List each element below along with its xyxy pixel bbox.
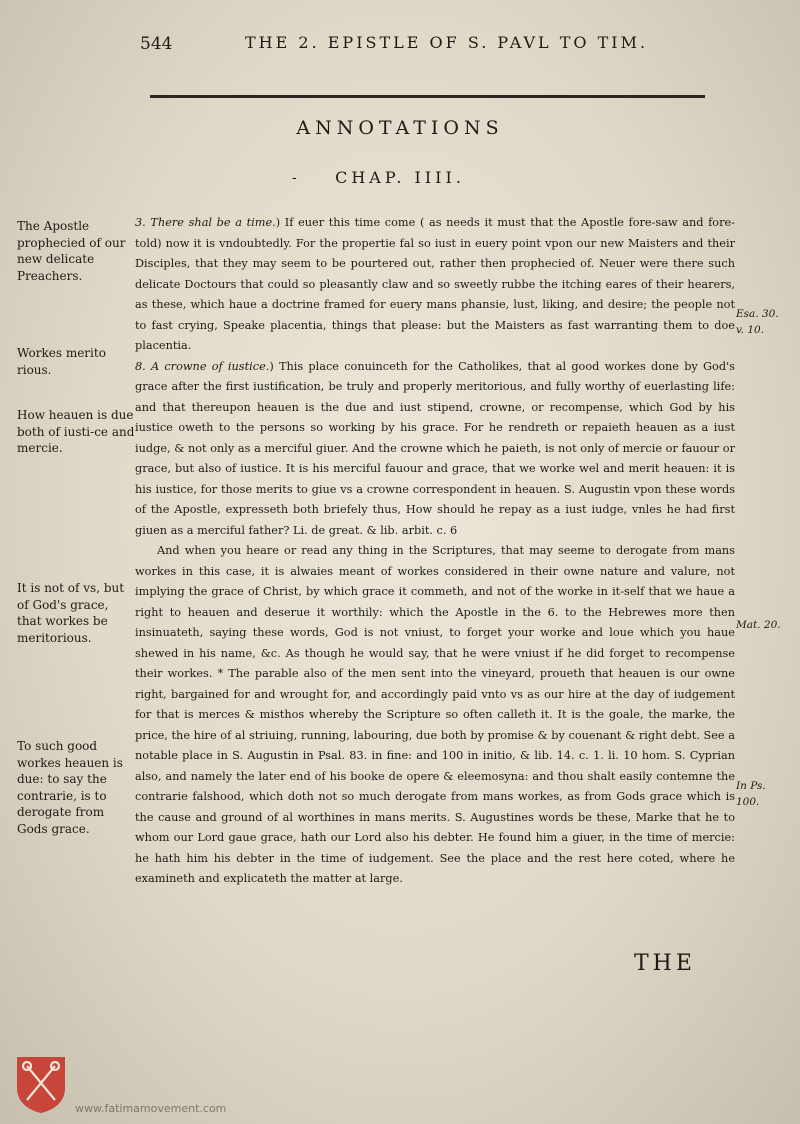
lemma: 8. A crowne of iustice. [135, 359, 270, 373]
right-note-psal: In Ps. 100. [736, 780, 766, 808]
section-title: ANNOTATIONS [296, 117, 504, 139]
papal-keys-logo-icon [14, 1054, 68, 1114]
watermark-url[interactable]: www.fatimamovement.com [75, 1102, 227, 1115]
running-title: THE 2. EPISTLE OF S. PAVL TO TIM. [245, 33, 649, 52]
right-note-esa: Esa. 30. v. 10. [736, 308, 779, 336]
annotation-text [135, 213, 735, 890]
page-number: 544 [140, 34, 173, 54]
side-note-grace: It is not of vs, but of God's grace, that workes be meritorious. [17, 581, 125, 645]
side-note-heauen-due: How heauen is due both of iusti-ce and mercie. [17, 408, 135, 455]
side-note-workes: Workes merito rious. [17, 346, 106, 377]
chapter-title: CHAP. IIII. [335, 168, 465, 187]
paragraph-scriptures: And when you heare or read any thing in the Scriptures, that may seeme to derogate from mans workes in this case, it is alwaies meant of workes considered in their owne nature and valure, not implying the grace of Christ, by which grace it commeth, and not of the worke in it-self that we haue a right to heauen and deserue it worthily: which the Apostle in the 6. to the Hebrewes more then insinuateth, saying these words, God is not vniust, to forget your worke and loue which you haue shewed in his name, &c. As though he would say, that he were vniust if he did forget to recompense their workes. * The parable also of the men sent into the vineyard, proueth that heauen is our owne right, bargained for and wrought for, and accordingly paid vnto vs as our hire at the day of iudgement for that is merces & misthos whereby the Scripture so often calleth it. It is the goale, the marke, the price, the hire of al striuing, running, labouring, due both by promise & by couenant & right debt. See a notable place in S. Augustin in Psal. 83. in fine: and 100 in initio, & lib. 14. c. 1. li. 10 hom. S. Cyprian also, and namely the later end of his booke de opere & eleemosyna: and thou shalt easily contemne the contrarie falshood, which doth not so much derogate from mans workes, as from Gods grace which is the cause and ground of al worthines in mans merits. S. Augustines words be these, Marke that he to whom our Lord gaue grace, hath our Lord also his debter. He found him a giuer, in the time of mercie: he hath him his debter in the time of iudgement. See the place and the rest here coted, where he examineth and explicateth the matter at large. [135, 544, 735, 885]
side-note-derogate: To such good workes heauen is due: to say the contrarie, is to derogate from Gods grace. [17, 739, 123, 836]
header-rule [150, 95, 705, 98]
paragraph-crowne: 8. A crowne of iustice.) This place conuinceth for the Catholikes, that al good workes done by God's grace after the first iustification, be truly and properly meritorious, and fully worthy of euerlasting life: and that thereupon heauen is the due and iust stipend, crowne, or recompense, which God by his iustice oweth to the persons so working by his grace. For he rendreth or repaieth heauen as a iust iudge, & not only as a merciful giuer. And the crowne which he paieth, is not only of mercie or fauour or grace, but also of iustice. It is his merciful fauour and grace, that we worke wel and merit heauen: it is his iustice, for those merits to giue vs a crowne correspondent in heauen. S. Augustin vpon these words of the Apostle, expresseth both briefely thus, How should he repay as a iust iudge, vnles he had first giuen as a merciful father? Li. de great. & lib. arbit. c. 6 [135, 359, 735, 537]
paragraph-time: 3. There shal be a time.) If euer this time come ( as needs it must that the Apostle fore-saw and fore-told) now it is vndoubtedly. For the propertie fal so iust in euery point vpon our new Maisters and their Disciples, that they may seem to be pourtered out, rather then prophecied of. Neuer were there such delicate Doctours that could so pleasantly claw and so sweetly rubbe the itching eares of their hearers, as these, which haue a doctrine framed for euery mans phansie, lust, liking, and desire; the people not to fast crying, Speake placentia, things that please: but the Maisters as fast warranting them to doe placentia. [135, 216, 735, 352]
right-note-mat: Mat. 20. [736, 619, 781, 631]
catchword: THE [634, 951, 696, 976]
side-note-preachers: The Apostle prophecied of our new delicate Preachers. [17, 219, 126, 283]
lemma: 3. There shal be a time. [135, 216, 276, 229]
chapter-ornament: - [292, 170, 297, 186]
